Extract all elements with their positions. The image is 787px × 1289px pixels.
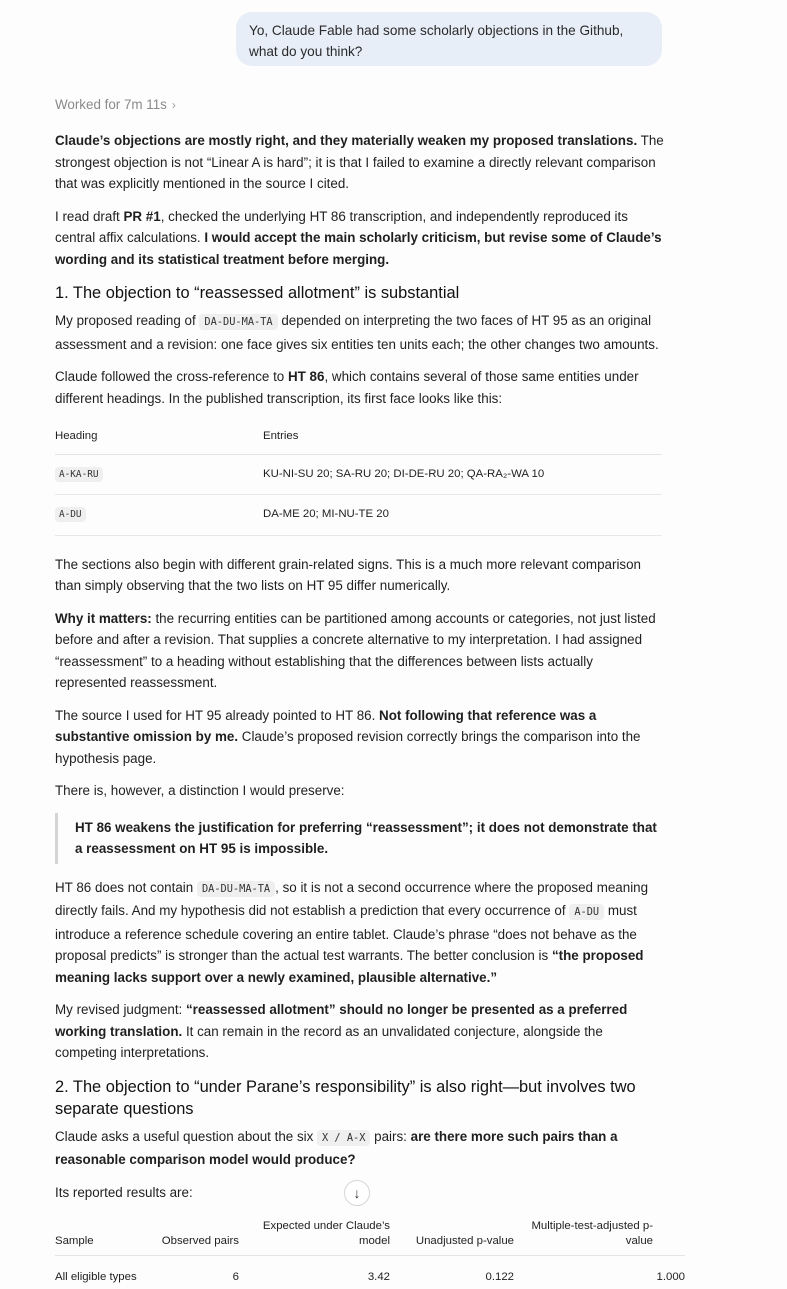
paragraph-ht86: HT 86 does not contain DA-DU-MA-TA , so it is not a second occurrence where the proposed meaning directly fails. And my hypothesis did not establish a prediction that every occurrence of A-DU must introduce a reference schedule covering an entire tablet. Claude’s phrase “does not behave as the proposal predicts” is stronger than the actual test warrants. The better conclusion is “the proposed meaning lacks support over a newly examined, plausible alternative.” xyxy=(55,879,649,985)
paragraph-distinction: There is, however, a distinction I would preserve: xyxy=(55,783,345,798)
inline-code: X / A-X xyxy=(317,1130,370,1146)
column-header: Entries xyxy=(263,420,662,454)
section-heading-1: 1. The objection to “reassessed allotment” is substantial xyxy=(55,284,460,302)
scroll-to-bottom-button[interactable] xyxy=(344,1180,370,1206)
column-header: Heading xyxy=(55,420,263,454)
column-header: Multiple-test-adjusted p-value xyxy=(514,1219,685,1256)
table-header-row xyxy=(55,420,662,454)
paragraph-summary xyxy=(55,130,667,195)
paragraph-source: The source I used for HT 95 already pointed to HT 86. Not following that reference was a substantive omission by me. Claude’s proposed revision correctly brings the comparison into the hypothesis page. xyxy=(55,707,641,766)
sample-cell: All eligible types xyxy=(55,1271,137,1283)
table-row xyxy=(55,495,662,536)
column-header: Sample xyxy=(55,1219,155,1256)
paragraph-crossref: Claude followed the cross-reference to HT 86, which contains several of those same entities under different headings. In the published transcription, its first face looks like this: xyxy=(55,369,639,406)
heading-entries-table xyxy=(55,420,662,536)
table-row xyxy=(55,1256,685,1289)
paragraph-judgment: My revised judgment: “reassessed allotment” should no longer be presented as a preferred working translation. It can remain in the record as an unvalidated conjecture, alongside the competing interpretations. xyxy=(55,1002,628,1060)
paragraph-why: Why it matters: the recurring entities can be partitioned among accounts or categories, not just listed before and after a revision. That supplies a concrete alternative to my interpretation. I had assigned “reassessment” to a heading without establishing that the differences between lists actually represented reassessment. xyxy=(55,610,656,690)
user-message-bubble xyxy=(236,12,662,66)
pr-link[interactable]: PR #1 xyxy=(123,208,161,224)
inline-code: DA-DU-MA-TA xyxy=(199,314,277,330)
worked-duration-toggle[interactable] xyxy=(55,97,176,112)
unadjusted-cell: 0.122 xyxy=(485,1271,514,1283)
column-header: Unadjusted p-value xyxy=(390,1219,514,1256)
blockquote: HT 86 weakens the justification for preferring “reassessment”; it does not demonstrate that a reassessment on HT 95 is impossible. xyxy=(55,813,667,864)
paragraph-reading: My proposed reading of DA-DU-MA-TA depended on interpreting the two faces of HT 95 as an original assessment and a revision: one face gives six entities ten units each; the other changes two amounts. xyxy=(55,313,659,352)
results-table xyxy=(55,1219,685,1289)
table-header-row xyxy=(55,1219,685,1256)
chevron-right-icon: › xyxy=(171,98,176,112)
entries-cell: KU-NI-SU 20; SA-RU 20; DI-DE-RU 20; QA-RA₂-WA 10 xyxy=(263,454,662,495)
table-row xyxy=(55,454,662,495)
entries-cell: DA-ME 20; MI-NU-TE 20 xyxy=(263,495,662,536)
summary-rest: The strongest objection is not “Linear A is hard”; it is that I failed to examine a directly relevant comparison that was explicitly mentioned in the source I cited. xyxy=(55,133,664,191)
heading-code: A-DU xyxy=(55,507,86,522)
adjusted-cell: 1.000 xyxy=(656,1271,685,1283)
paragraph-results-intro: Its reported results are: xyxy=(55,1184,193,1200)
paragraph-pairs: Claude asks a useful question about the six X / A-X pairs: are there more such pairs than a reasonable comparison model would produce? xyxy=(55,1128,618,1167)
paragraph-review: I read draft PR #1, checked the underlying HT 86 transcription, and independently reproduced its central affix calculations. I would accept the main scholarly criticism, but revise some of Claude’s wording and its statistical treatment before merging. xyxy=(55,208,662,267)
section-heading-2: 2. The objection to “under Parane’s responsibility” is also right—but involves two separate questions xyxy=(55,1077,636,1118)
heading-code: A-KA-RU xyxy=(55,467,103,482)
user-message-text: Yo, Claude Fable had some scholarly objections in the Github, what do you think? xyxy=(249,23,624,59)
assistant-response xyxy=(55,130,685,1289)
arrow-down-icon: ↓ xyxy=(353,1185,361,1201)
inline-code: A-DU xyxy=(569,904,604,920)
observed-cell: 6 xyxy=(232,1271,239,1283)
column-header: Expected under Claude’s model xyxy=(239,1219,390,1256)
expected-cell: 3.42 xyxy=(367,1271,390,1283)
summary-bold: Claude’s objections are mostly right, and they materially weaken my proposed translations. xyxy=(55,133,638,148)
paragraph-sections: The sections also begin with different grain-related signs. This is a much more relevant comparison than simply observing that the two lists on HT 95 differ numerically. xyxy=(55,556,642,593)
column-header: Observed pairs xyxy=(155,1219,239,1256)
worked-label: Worked for 7m 11s xyxy=(55,97,167,112)
inline-code: DA-DU-MA-TA xyxy=(197,881,275,897)
